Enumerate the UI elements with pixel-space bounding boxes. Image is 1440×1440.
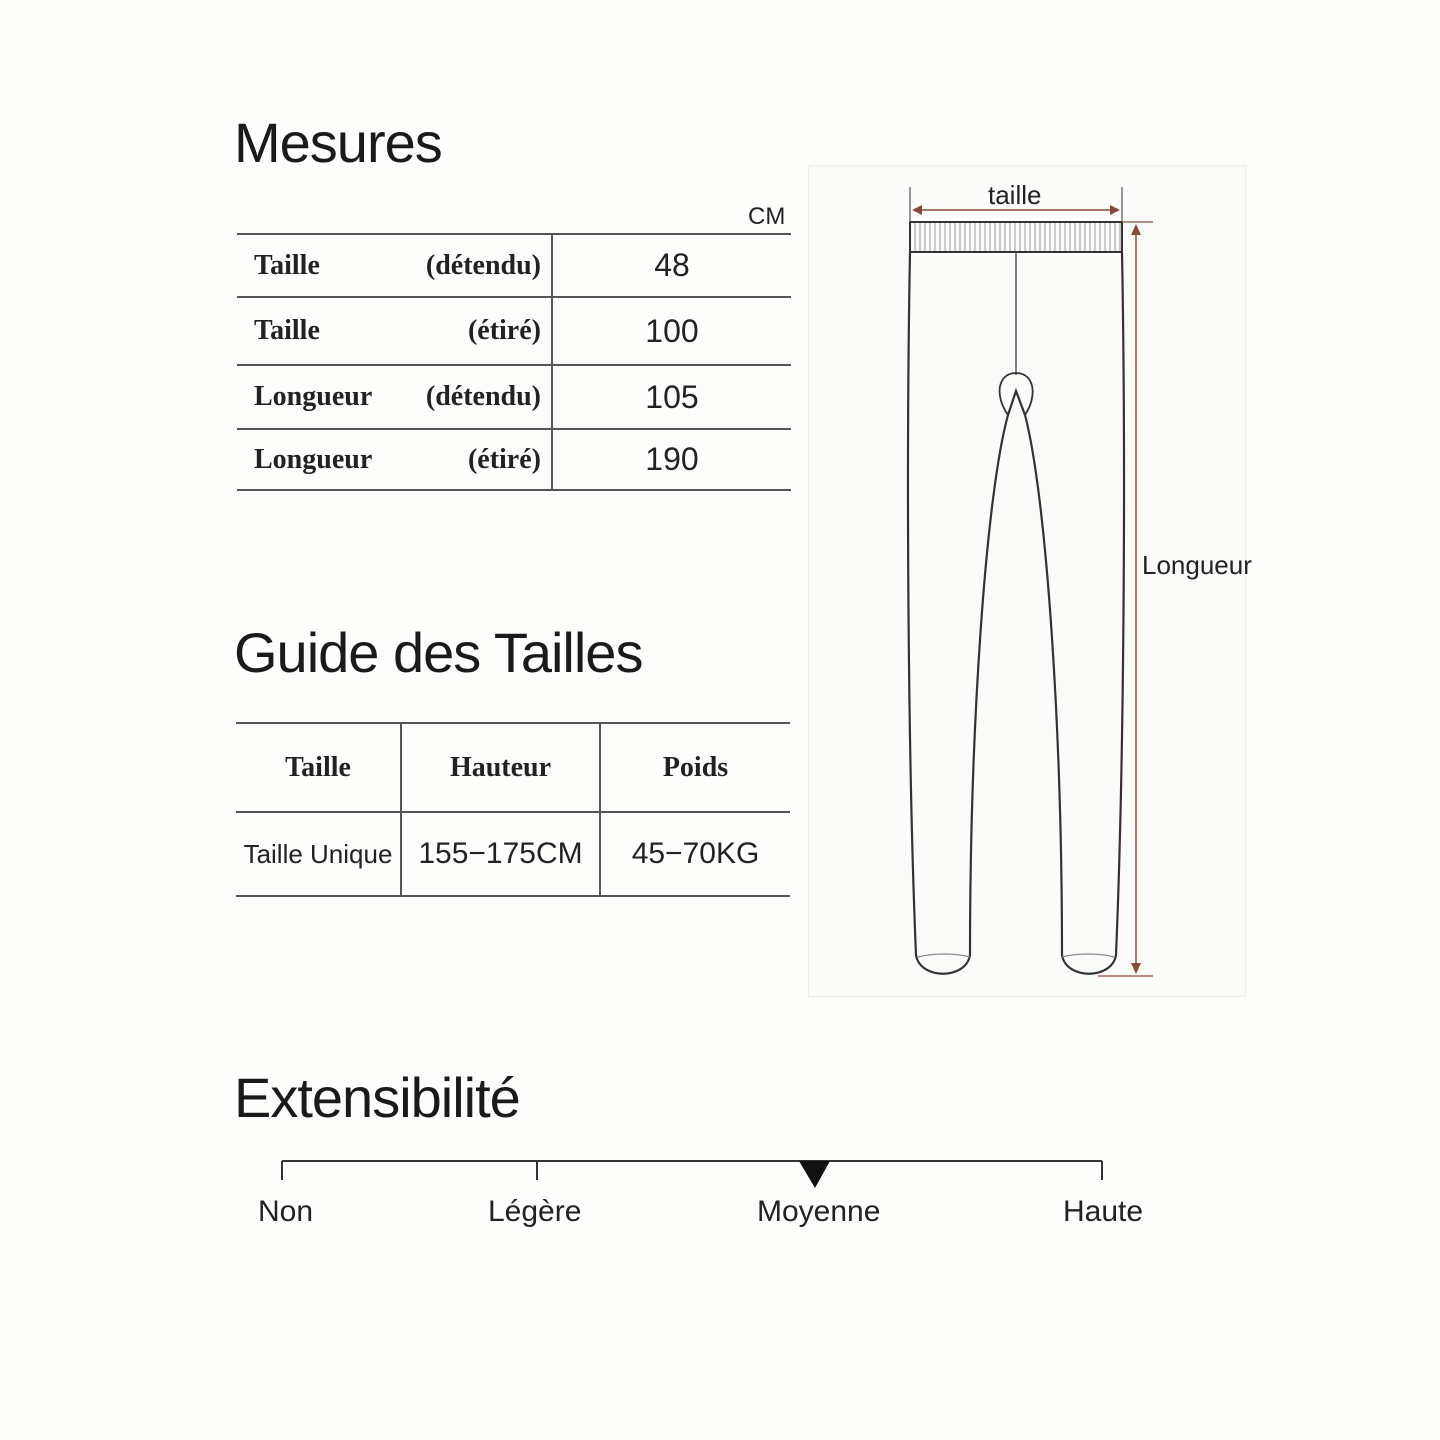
cell-weight: 45−70KG	[631, 837, 760, 870]
length-dimension	[1098, 222, 1153, 976]
header-weight: Poids	[662, 751, 729, 783]
measure-label: Longueur	[254, 381, 373, 412]
waistband-shape	[910, 222, 1122, 252]
measure-value: 105	[645, 378, 699, 415]
leggings-diagram	[808, 165, 1248, 999]
left-cuff-line	[918, 954, 970, 957]
measure-state: (détendu)	[425, 249, 541, 281]
header-height: Hauteur	[401, 723, 600, 812]
cell-height: 155−175CM	[401, 812, 600, 896]
stretch-scale	[270, 1150, 1120, 1200]
stretch-title: Extensibilité	[234, 1066, 520, 1129]
table-row	[237, 234, 791, 297]
length-label: Longueur	[1142, 550, 1252, 580]
measure-label: Taille	[254, 315, 320, 346]
right-cuff-line	[1062, 954, 1114, 957]
waist-label: taille	[988, 180, 1042, 210]
size-guide-title: Guide des Tailles	[234, 621, 643, 684]
stretch-level-label: Haute	[1063, 1195, 1144, 1228]
measure-state: (étiré)	[467, 315, 541, 346]
measurements-title: Mesures	[234, 111, 442, 174]
table-row	[237, 297, 791, 365]
table-row	[237, 365, 791, 429]
measure-state: (détendu)	[425, 381, 541, 412]
cell-size: Taille Unique	[236, 812, 401, 896]
table-row	[236, 812, 790, 896]
measure-label: Longueur	[254, 443, 373, 475]
stretch-level-label: Moyenne	[757, 1195, 881, 1228]
stretch-level-label: Non	[258, 1195, 314, 1228]
measure-label: Taille	[254, 249, 320, 281]
size-guide-table	[236, 722, 790, 897]
stretch-marker-icon	[799, 1161, 830, 1188]
measurements-table	[237, 233, 791, 491]
table-header-row	[236, 723, 790, 812]
measure-value: 48	[654, 247, 690, 283]
header-size: Taille	[236, 723, 401, 812]
measure-state: (étiré)	[467, 443, 541, 475]
measure-value: 190	[645, 441, 699, 477]
unit-label: CM	[748, 203, 786, 230]
measure-value: 100	[645, 312, 699, 349]
table-row	[237, 429, 791, 490]
stretch-level-label: Légère	[488, 1195, 582, 1228]
